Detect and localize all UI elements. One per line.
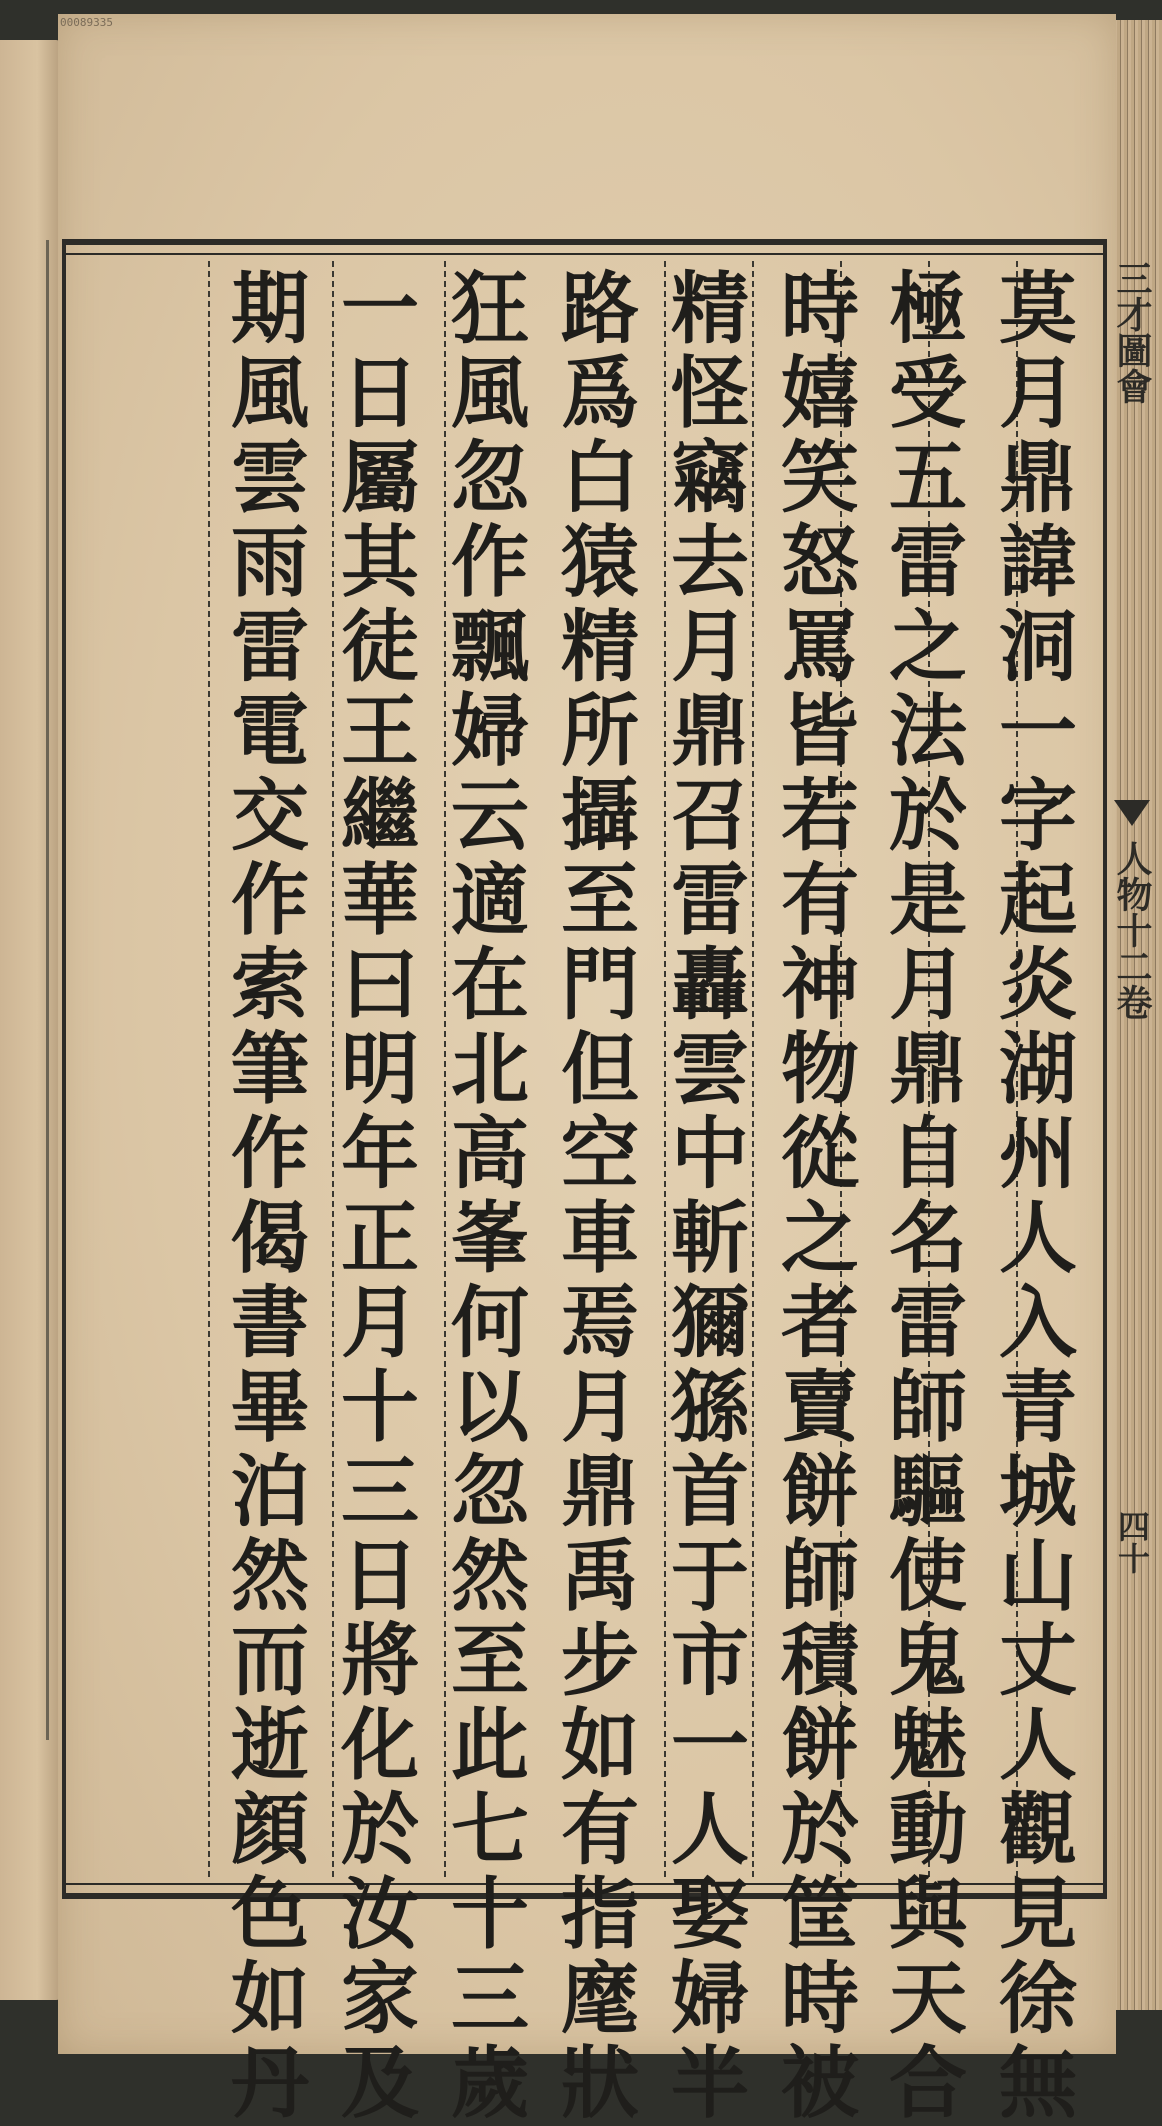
column-rule	[208, 261, 210, 1877]
frame-inner-line-top	[66, 253, 1103, 255]
previous-page-border	[6, 240, 49, 1740]
text-column-3: 時嬉笑怒罵皆若有神物從之者賣餅師積餅於筐時被	[768, 267, 859, 2126]
text-column-4: 精怪竊去月鼎召雷轟雲中斬獮猻首于市一人娶婦半	[658, 267, 749, 2126]
text-column-1: 莫月鼎諱洞一字起炎湖州人入青城山丈人觀見徐無	[986, 267, 1077, 2126]
text-column-5: 路爲白猿精所攝至門但空車焉月鼎禹步如有指麾狀	[548, 267, 639, 2126]
section-label: 人物十二卷	[1111, 840, 1153, 1020]
previous-page-edge	[0, 40, 62, 2000]
text-frame	[62, 239, 1107, 2126]
folio-number: 四十	[1113, 1510, 1151, 1574]
catalog-number: 00089335	[60, 16, 113, 29]
text-column-6: 狂風忽作飄婦云適在北高峯何以忽然至此七十三歲	[438, 267, 529, 2126]
text-column-8: 期風雲雨雷電交作索筆作偈書畢泊然而逝顔色如丹	[218, 267, 309, 2126]
text-column-7: 一日屬其徒王繼華曰明年正月十三日將化於汝家及	[328, 267, 419, 2126]
book-title: 三才圖會	[1111, 260, 1153, 404]
book-page	[58, 14, 1116, 2126]
column-rule	[752, 261, 754, 1877]
text-column-2: 極受五雷之法於是月鼎自名雷師驅使鬼魅動與天合	[876, 267, 967, 2126]
fold-margin	[1112, 240, 1152, 1880]
fish-tail-mark	[1114, 800, 1150, 826]
